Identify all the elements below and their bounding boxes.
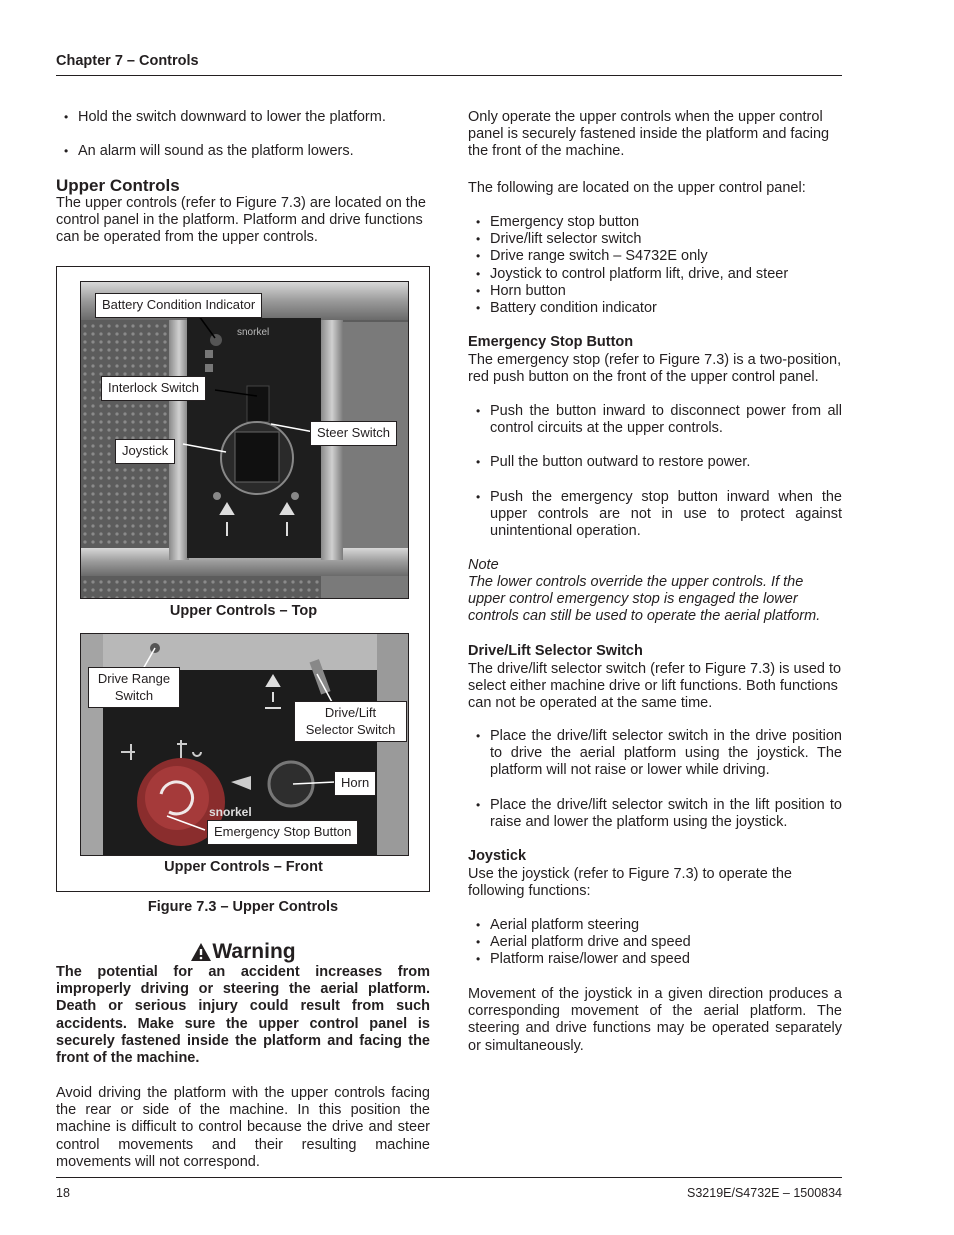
page-number: 18 xyxy=(56,1186,70,1200)
callout-horn: Horn xyxy=(334,771,376,796)
list-item: • Aerial platform drive and speed xyxy=(468,934,842,951)
callout-drive-range-switch xyxy=(88,667,180,708)
warning-heading xyxy=(56,940,430,964)
joystick-items-list xyxy=(468,917,842,969)
warning-title: Warning xyxy=(212,940,296,963)
list-item: • Battery condition indicator xyxy=(468,300,842,317)
selector-bullets xyxy=(468,728,842,831)
list-item: • Hold the switch downward to lower the platform. xyxy=(56,109,430,126)
joystick-heading: Joystick xyxy=(468,848,527,864)
selector-heading: Drive/Lift Selector Switch xyxy=(468,643,643,659)
list-item: • Drive range switch – S4732E only xyxy=(468,248,842,265)
list-item: • Aerial platform steering xyxy=(468,917,842,934)
list-item: • Drive/lift selector switch xyxy=(468,231,842,248)
upper-controls-top-photo xyxy=(80,281,409,599)
callout-drive-lift-text: Drive/Lift Selector Switch xyxy=(305,705,396,737)
estop-body: The emergency stop (refer to Figure 7.3) is a two-position, red push button on the front of the upper control panel. xyxy=(468,352,842,386)
upper-controls-heading: Upper Controls xyxy=(56,176,180,195)
joystick-movement: Movement of the joystick in a given direction produces a corresponding movement of the aerial platform. The steering and drive functions may be operated separately or simultaneously. xyxy=(468,986,842,1054)
upper-controls-front-photo xyxy=(80,633,409,856)
figure-title: Figure 7.3 – Upper Controls xyxy=(147,899,339,915)
brand-logo: snorkel xyxy=(237,327,270,338)
intro-paragraph-1: Only operate the upper controls when the upper control panel is securely fastened inside the platform and facing the front of the machine. xyxy=(468,109,830,160)
warning-body: The potential for an accident increases from improperly driving or steering the aerial platform. Death or serious injury could result from such accidents. Make sure the upper control panel is securely fastened inside the platform and facing the front of the machine. xyxy=(56,964,430,1067)
model-number: S3219E/S4732E – 1500834 xyxy=(687,1186,842,1200)
footer-rule xyxy=(56,1177,842,1178)
callout-battery-indicator: Battery Condition Indicator xyxy=(95,293,262,318)
list-item: • An alarm will sound as the platform lowers. xyxy=(56,143,430,160)
warning-triangle-icon xyxy=(190,942,212,962)
list-item: • Push the emergency stop button inward when the upper controls are not in use to protect against unintentional operation. xyxy=(468,489,842,541)
selector-body: The drive/lift selector switch (refer to Figure 7.3) is used to select either machine drive or lift functions. Both functions can not be operated at the same time. xyxy=(468,661,842,712)
list-item: • Place the drive/lift selector switch in the drive position to drive the aerial platform using the joystick. The platform will not raise or lower while driving. xyxy=(468,728,842,780)
list-item: • Joystick to control platform lift, drive, and steer xyxy=(468,266,842,283)
panel-items-list xyxy=(468,214,842,317)
callout-emergency-stop: Emergency Stop Button xyxy=(207,820,358,845)
estop-bullets xyxy=(468,403,842,540)
top-bullets xyxy=(56,109,430,160)
callout-drive-lift-switch xyxy=(294,701,407,742)
note-label: Note xyxy=(468,557,499,573)
list-item: • Place the drive/lift selector switch in the lift position to raise and lower the platform using the joystick. xyxy=(468,797,842,831)
avoid-paragraph: Avoid driving the platform with the upper controls facing the rear or side of the machine. In this position the machine is difficult to control because the drive and steer control movements and their resulting machine movements will not correspond. xyxy=(56,1085,430,1170)
list-item: • Emergency stop button xyxy=(468,214,842,231)
list-item: • Push the button inward to disconnect power from all control circuits at the upper controls. xyxy=(468,403,842,437)
brand-logo: snorkel xyxy=(209,805,252,819)
note-body: The lower controls override the upper controls. If the upper control emergency stop is engaged the lower controls can still be used to operate the aerial platform. xyxy=(468,574,821,625)
intro-paragraph-2: The following are located on the upper control panel: xyxy=(468,180,806,196)
estop-heading: Emergency Stop Button xyxy=(468,334,634,350)
callout-interlock-switch: Interlock Switch xyxy=(101,376,206,401)
callout-steer-switch: Steer Switch xyxy=(310,421,397,446)
joystick-body: Use the joystick (refer to Figure 7.3) to operate the following functions: xyxy=(468,866,792,900)
list-item: • Pull the button outward to restore power. xyxy=(468,454,842,471)
header-rule xyxy=(56,75,842,76)
chapter-header: Chapter 7 – Controls xyxy=(56,53,199,69)
upper-controls-body: The upper controls (refer to Figure 7.3) are located on the control panel in the platform. Platform and drive functions can be operated from the upper controls. xyxy=(56,195,426,246)
caption-top: Upper Controls – Top xyxy=(169,603,318,619)
list-item: • Horn button xyxy=(468,283,842,300)
callout-joystick: Joystick xyxy=(115,439,175,464)
list-item: • Platform raise/lower and speed xyxy=(468,951,842,968)
callout-drive-range-text: Drive Range Switch xyxy=(97,671,171,703)
caption-front: Upper Controls – Front xyxy=(164,859,323,875)
